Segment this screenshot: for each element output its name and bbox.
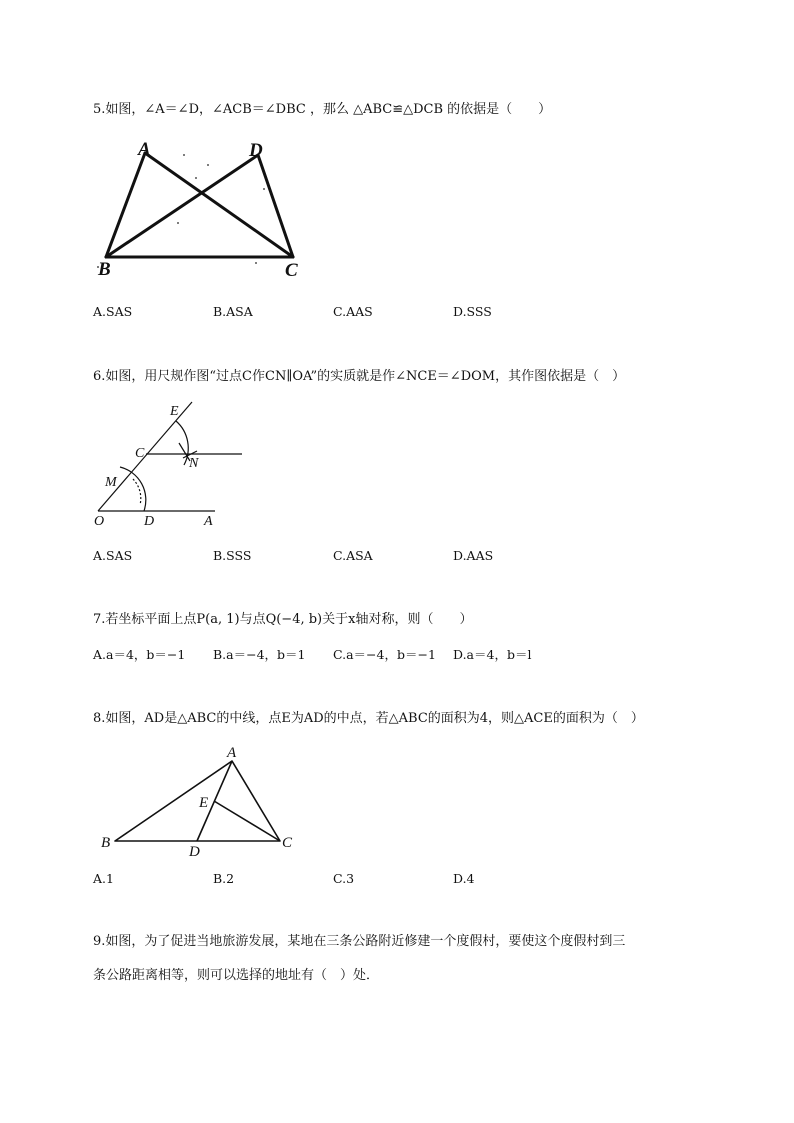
q8-label-D: D xyxy=(189,844,200,860)
q8-option-a[interactable]: A.1 xyxy=(93,871,114,886)
q5-option-d[interactable]: D.SSS xyxy=(453,304,492,319)
q5-segment-AC xyxy=(145,153,293,257)
q8-option-c[interactable]: C.3 xyxy=(333,871,355,886)
q8-label-A: A xyxy=(227,745,237,761)
q5-option-c[interactable]: C.AAS xyxy=(333,304,373,319)
q6-label-O: O xyxy=(94,514,105,529)
q6-label-A: A xyxy=(204,514,213,529)
q5-speck xyxy=(183,154,185,156)
q8-option-d[interactable]: D.4 xyxy=(453,871,475,886)
q6-label-E: E xyxy=(170,404,179,419)
q8-label-C: C xyxy=(282,835,293,851)
question-8-stem: 8.如图，AD是△ABC的中线，点E为AD的中点，若△ABC的面积为4，则△ACE的面积为（ ） xyxy=(93,711,644,726)
q7-option-b[interactable]: B.a＝−4，b＝1 xyxy=(213,647,306,662)
q5-label-C: C xyxy=(285,260,298,281)
q5-label-A: A xyxy=(138,139,151,160)
question-9-stem-line-2: 条公路距离相等，则可以选择的地址有（ ）处． xyxy=(93,968,380,983)
q5-speck xyxy=(207,164,209,166)
q5-option-b[interactable]: B.ASA xyxy=(213,304,253,319)
question-5-stem: 5.如图，∠A＝∠D，∠ACB＝∠DBC ，那么 △ABC≌△DCB 的依据是（ ） xyxy=(93,102,552,117)
q8-triangle-ABC xyxy=(115,761,280,841)
q5-speck xyxy=(263,188,265,190)
q6-label-D: D xyxy=(144,514,155,529)
q5-figure xyxy=(88,135,318,285)
q5-segment-DB xyxy=(106,155,258,257)
q8-figure xyxy=(95,738,305,863)
q6-label-M: M xyxy=(105,475,117,490)
q5-speck xyxy=(195,177,197,179)
question-7-stem: 7.若坐标平面上点P(a, 1)与点Q(−4, b)关于x轴对称，则（ ） xyxy=(93,612,473,627)
q5-segment-AB xyxy=(106,153,145,257)
q5-label-D: D xyxy=(249,140,263,161)
q6-arc-EN xyxy=(176,421,188,465)
q6-option-b[interactable]: B.SSS xyxy=(213,548,252,563)
q8-label-E: E xyxy=(199,795,209,811)
q7-option-c[interactable]: C.a＝−4，b＝−1 xyxy=(333,647,436,662)
q5-option-a[interactable]: A.SAS xyxy=(93,304,133,319)
q6-option-c[interactable]: C.ASA xyxy=(333,548,373,563)
q6-figure xyxy=(88,395,258,535)
q8-label-B: B xyxy=(101,835,111,851)
q8-segment-EC xyxy=(214,801,280,841)
q7-option-d[interactable]: D.a＝4，b＝l xyxy=(453,647,532,662)
q7-option-a[interactable]: A.a＝4，b＝−1 xyxy=(93,647,186,662)
q5-segment-DC xyxy=(258,155,293,257)
q5-speck xyxy=(255,262,257,264)
question-9-stem-line-1: 9.如图，为了促进当地旅游发展，某地在三条公路附近修建一个度假村，要使这个度假村到三 xyxy=(93,934,626,949)
q6-arc-MD xyxy=(120,467,146,511)
q6-label-C: C xyxy=(135,446,145,461)
q6-dashed-arc xyxy=(133,479,141,505)
q6-option-d[interactable]: D.AAS xyxy=(453,548,494,563)
q5-speck xyxy=(177,222,179,224)
question-6-stem: 6.如图，用尺规作图“过点C作CN∥OA”的实质就是作∠NCE＝∠DOM，其作图依据是（ ） xyxy=(93,369,626,384)
q6-label-N: N xyxy=(189,456,199,471)
q8-option-b[interactable]: B.2 xyxy=(213,871,235,886)
q5-label-B: B xyxy=(98,259,111,280)
q6-option-a[interactable]: A.SAS xyxy=(93,548,133,563)
